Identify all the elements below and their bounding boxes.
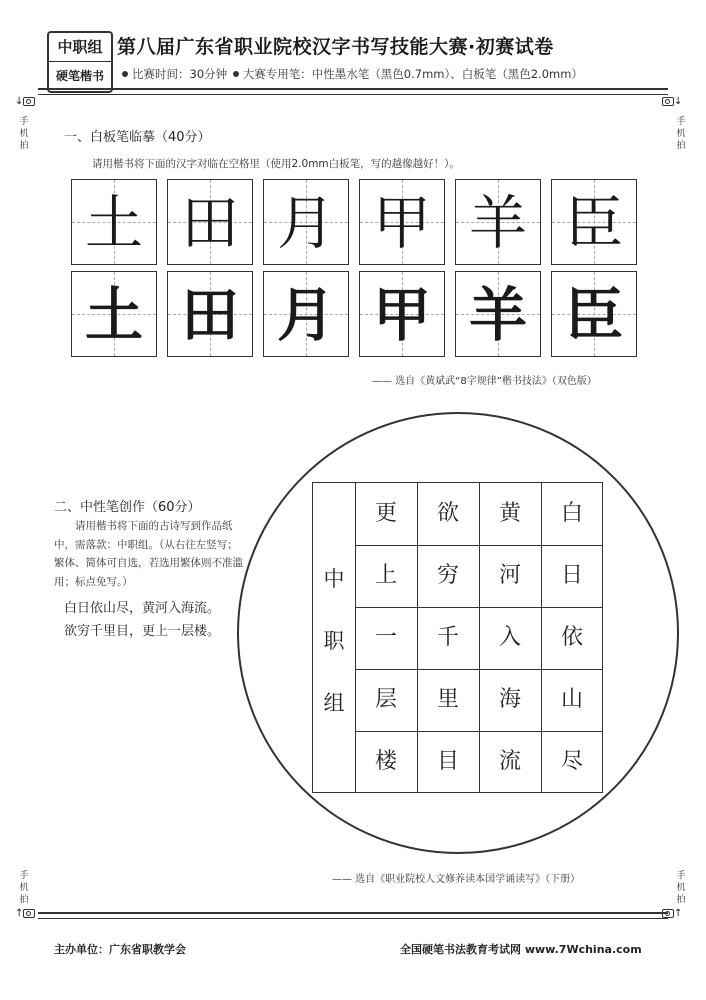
- grid-char: 层: [374, 687, 397, 712]
- bullet-icon: [233, 71, 239, 77]
- copy-cell: [551, 271, 637, 357]
- exam-info: [120, 66, 583, 82]
- side-label-top-left: 手 机 拍: [19, 117, 29, 151]
- exam-pen: 大赛专用笔：中性墨水笔（黑色0.7mm）、白板笔（黑色2.0mm）: [242, 67, 583, 81]
- side-label-bottom-left: 手 机 拍: [19, 871, 29, 905]
- exam-time: 比赛时间：30分钟: [132, 67, 228, 81]
- copy-cell: [359, 271, 445, 357]
- section2-source: —— 选自《职业院校人文修养读本国学诵读写》（下册）: [332, 874, 581, 885]
- model-char: 土: [84, 189, 143, 257]
- model-cell: [455, 179, 541, 265]
- grid-char: 尽: [560, 749, 583, 774]
- grid-char: 河: [498, 563, 521, 588]
- grid-char: 海: [498, 687, 521, 712]
- copy-char: 月: [276, 281, 335, 349]
- grid-char: 目: [436, 749, 459, 774]
- copy-cell: [167, 271, 253, 357]
- grid-char: 黄: [498, 501, 521, 526]
- grid-char: 一: [374, 625, 397, 650]
- copy-char: 臣: [564, 281, 623, 349]
- section2-instruction: 请用楷书将下面的古诗写到作品纸中，需落款：中职组。（从右往左竖写；繁体、简体可自选，若选用繁体则不准滥用；标点免写。）: [54, 520, 243, 588]
- footer-rule: [38, 912, 668, 919]
- model-cell: [551, 179, 637, 265]
- camera-icon: [23, 909, 35, 918]
- model-char: 田: [180, 189, 239, 257]
- grid-char: 流: [498, 749, 521, 774]
- poem-line-1: 白日依山尽，黄河入海流。: [64, 601, 221, 616]
- signature-char: 职: [323, 629, 345, 653]
- arrow-up-icon: ↑: [674, 908, 683, 919]
- grid-char: 更: [374, 501, 397, 526]
- copy-char: 田: [180, 281, 239, 349]
- grid-char: 欲: [436, 501, 459, 526]
- model-char: 羊: [468, 189, 527, 257]
- side-label-top-right: 手 机 拍: [676, 117, 686, 151]
- model-cell: [359, 179, 445, 265]
- grid-char: 日: [560, 563, 583, 588]
- grid-char: 依: [560, 625, 583, 650]
- arrow-up-icon: ↑: [15, 908, 24, 919]
- side-marker-bottom-left: [15, 908, 35, 920]
- section1-title: 一、白板笔临摹（40分）: [64, 130, 211, 145]
- header-rule: [38, 88, 668, 95]
- badge-script-label: 硬笔楷书: [55, 69, 104, 83]
- composition-grid: [312, 482, 603, 793]
- copy-char: 甲: [372, 281, 431, 349]
- copy-char: 土: [84, 281, 143, 349]
- side-label-bottom-right: 手 机 拍: [676, 871, 686, 905]
- section1-instruction: 请用楷书将下面的汉字对临在空格里（使用2.0mm白板笔，写的越像越好！）。: [92, 158, 460, 170]
- grid-char: 千: [436, 625, 459, 650]
- grid-char: 入: [498, 625, 521, 650]
- copy-cell: [263, 271, 349, 357]
- camera-icon: [23, 97, 35, 106]
- model-cell: [263, 179, 349, 265]
- model-char: 甲: [372, 189, 431, 257]
- grid-char: 里: [436, 687, 459, 712]
- section1-source: —— 选自《黄斌武“8字规律”楷书技法》（双色版）: [372, 376, 597, 387]
- model-cell: [167, 179, 253, 265]
- website: 全国硬笔书法教育考试网 www.7Wchina.com: [400, 943, 642, 956]
- section2-title: 二、中性笔创作（60分）: [54, 500, 201, 515]
- signature-char: 中: [323, 567, 345, 591]
- side-marker-top-right: [662, 96, 682, 108]
- copy-cell: [71, 271, 157, 357]
- badge-group-label: 中职组: [49, 33, 111, 62]
- exam-title: 第八届广东省职业院校汉字书写技能大赛·初赛试卷: [117, 36, 554, 58]
- model-cell: [71, 179, 157, 265]
- side-marker-top-left: [15, 96, 35, 108]
- organizer: 主办单位：广东省职教学会: [54, 943, 186, 956]
- model-char: 月: [276, 189, 335, 257]
- bullet-icon: [122, 71, 128, 77]
- arrow-down-icon: ↓: [674, 96, 683, 107]
- arrow-down-icon: ↓: [15, 96, 24, 107]
- copy-char: 羊: [468, 281, 527, 349]
- category-badge: [47, 31, 113, 93]
- grid-char: 穷: [436, 563, 459, 588]
- grid-char: 上: [374, 563, 397, 588]
- grid-char: 白: [560, 501, 583, 526]
- copy-cell: [455, 271, 541, 357]
- grid-char: 山: [560, 687, 583, 712]
- camera-icon: [662, 97, 674, 106]
- grid-char: 楼: [374, 749, 397, 774]
- signature-char: 组: [323, 691, 345, 715]
- poem-line-2: 欲穷千里目，更上一层楼。: [64, 624, 221, 639]
- model-char: 臣: [564, 189, 623, 257]
